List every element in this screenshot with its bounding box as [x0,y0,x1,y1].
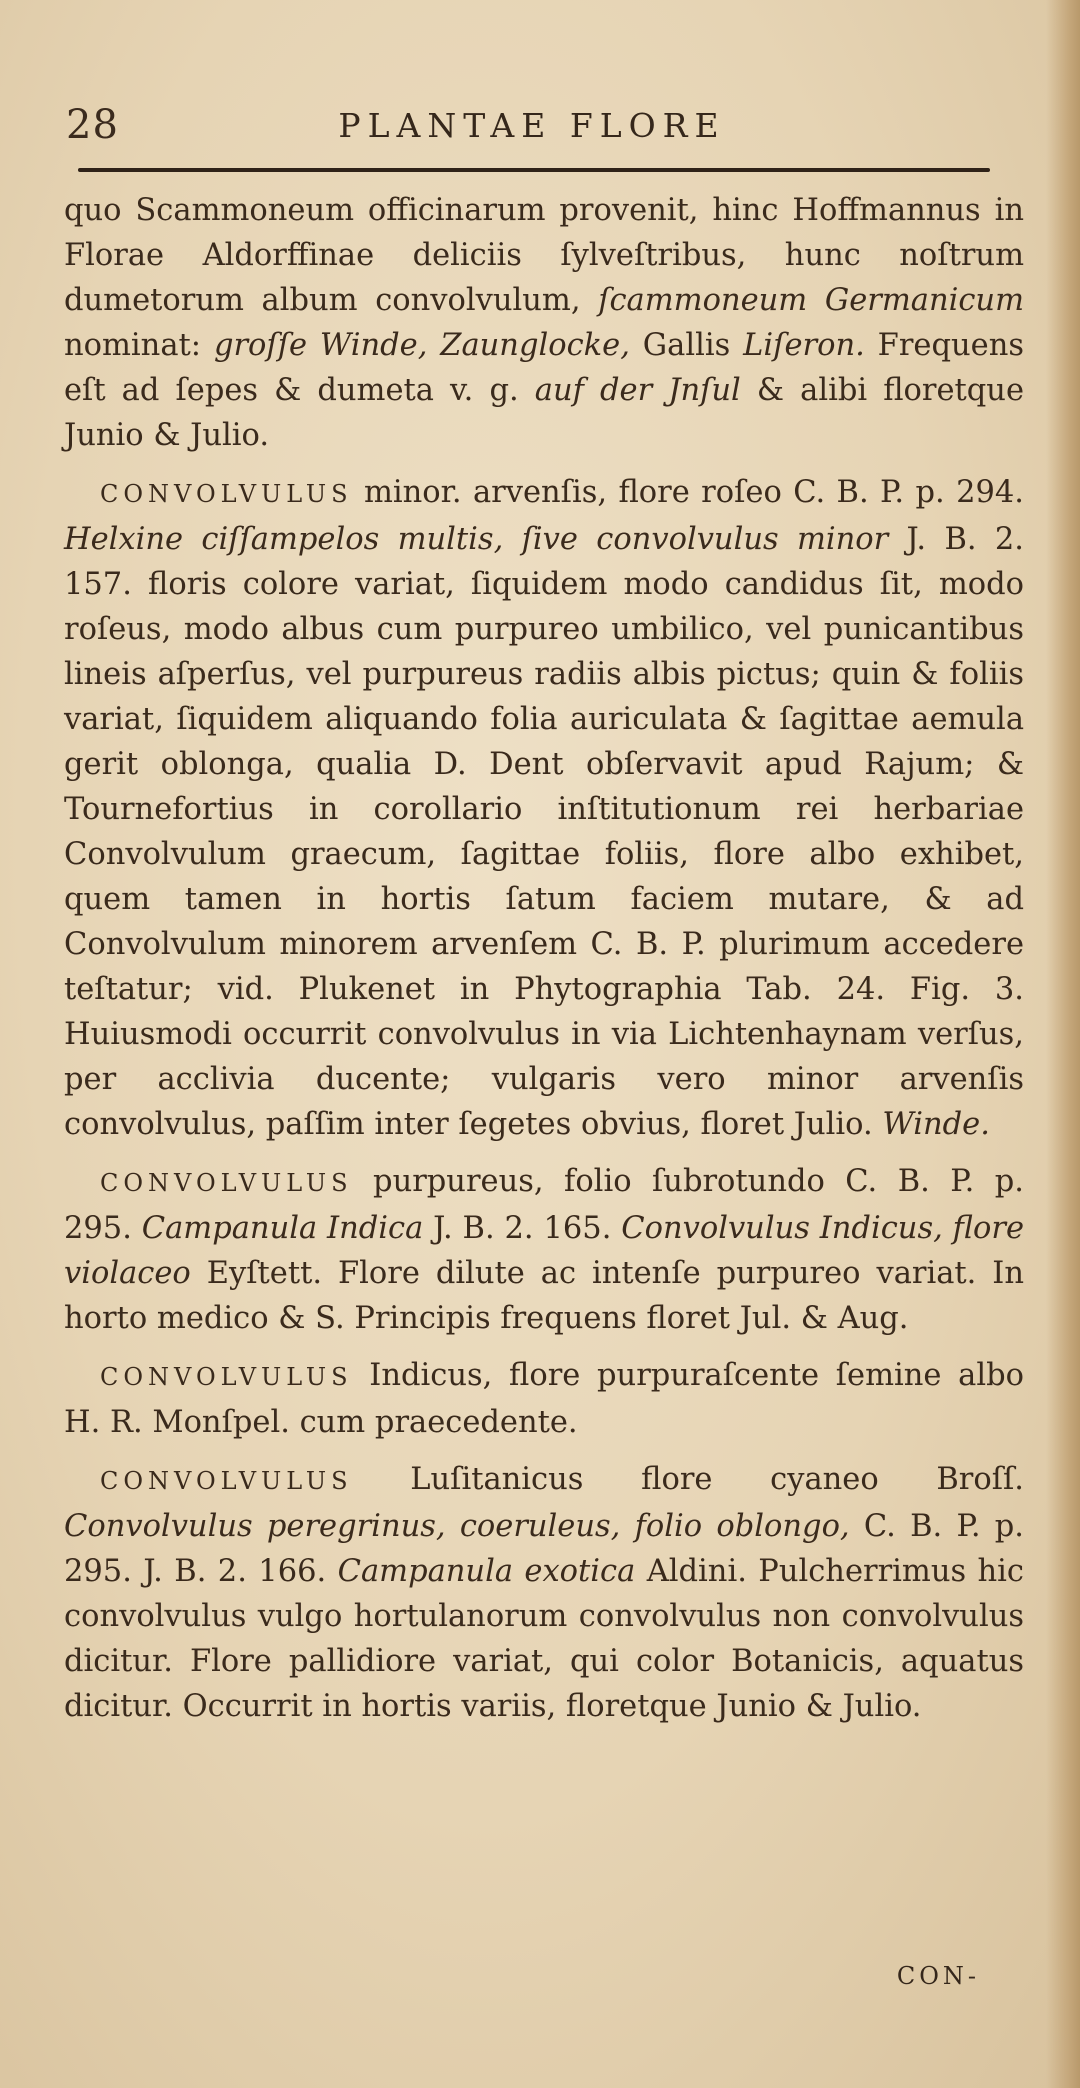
text-run: nominat: [64,328,214,363]
italic-text: Winde. [882,1107,990,1142]
italic-text: auf der Jnſul [534,373,741,408]
text-run: minor. arvenſis, flore roſeo C. B. P. p. 294. [352,475,1024,510]
paragraph [64,1159,1024,1341]
text-run: & alibi floretque Junio & Julio. [64,373,1025,453]
italic-text: Campanula exotica [337,1554,636,1589]
text-run: Aldini. Pulcherrimus hic convolvulus vulgo hortulanorum convolvulus non convolvulus dicitur. Flore pallidiore variat, qui color Botanicis, aquatus dicitur. Occurrit in hortis variis, floretque Junio & Julio. [64,1554,1025,1724]
entry-heading: CONVOLVULUS [100,1169,353,1197]
text-run: Luſitanicus flore cyaneo Broſſ. [352,1462,1024,1497]
entry-heading: CONVOLVULUS [100,480,353,508]
running-head: PLANTAE FLORE [338,106,726,145]
italic-text: ſcammoneum Germanicum [598,283,1024,318]
body-text [64,188,1024,1741]
page-number: 28 [66,102,119,148]
paragraph [64,188,1024,458]
header-rule [78,168,990,172]
entry-heading: CONVOLVULUS [100,1363,353,1391]
italic-text: groſſe Winde, Zaunglocke, [213,328,630,363]
text-run: purpureus, folio ſubrotundo C. B. P. p. 295. [64,1164,1024,1246]
page-edge-shadow [1046,0,1080,2088]
page-header [64,102,1000,152]
text-run: Eyſtett. Flore dilute ac intenſe purpureo variat. In horto medico & S. Principis frequens floret Jul. & Aug. [64,1256,1024,1336]
text-run: J. B. 2. 157. floris colore variat, ſiquidem modo candidus ſit, modo roſeus, modo albus cum purpureo umbilico, vel punicantibus lineis aſperſus, vel purpureus radiis albis pictus; quin & foliis variat, ſiquidem aliquando folia auriculata & ſagittae aemula gerit oblonga, qualia D. Dent obſervavit apud Rajum; & Tournefortius in corollario inſtitutionum rei herbariae Convolvulum graecum, ſagittae foliis, flore albo exhibet, quem tamen in hortis ſatum faciem mutare, & ad Convolvulum minorem arvenſem C. B. P. plurimum accedere teſtatur; vid. Plukenet in Phytographia Tab. 24. Fig. 3. Huiusmodi occurrit convolvulus in via Lichtenhaynam verſus, per acclivia ducente; vulgaris vero minor arvenſis convolvulus, paſſim inter ſegetes obvius, floret Julio. [64,522,1024,1142]
text-run: J. B. 2. 165. [423,1211,622,1246]
text-run: Gallis [629,328,744,363]
text-run: quo Scammoneum officinarum provenit, hinc Hoffmannus in Florae Aldorffinae deliciis ſylveſtribus, hunc noſtrum dumetorum album convolvulum, [64,193,1024,318]
text-run: Indicus, flore purpuraſcente ſemine albo H. R. Monſpel. cum praecedente. [64,1358,1024,1440]
italic-text: Convolvulus peregrinus, coeruleus, folio oblongo, [64,1509,850,1544]
paragraph [64,1457,1024,1729]
italic-text: Liſeron. [743,328,865,363]
paragraph [64,1353,1024,1445]
text-run: Frequens eſt ad ſepes & dumeta v. g. [64,328,1024,408]
italic-text: Campanula Indica [141,1211,424,1246]
catchword: CON- [896,1962,980,1990]
entry-heading: CONVOLVULUS [100,1467,353,1495]
italic-text: Helxine ciſſampelos multis, ſive convolvulus minor [64,522,889,557]
paragraph [64,470,1024,1147]
text-run: C. B. P. p. 295. J. B. 2. 166. [64,1509,1025,1589]
italic-text: Convolvulus Indicus, flore violaceo [64,1211,1024,1291]
